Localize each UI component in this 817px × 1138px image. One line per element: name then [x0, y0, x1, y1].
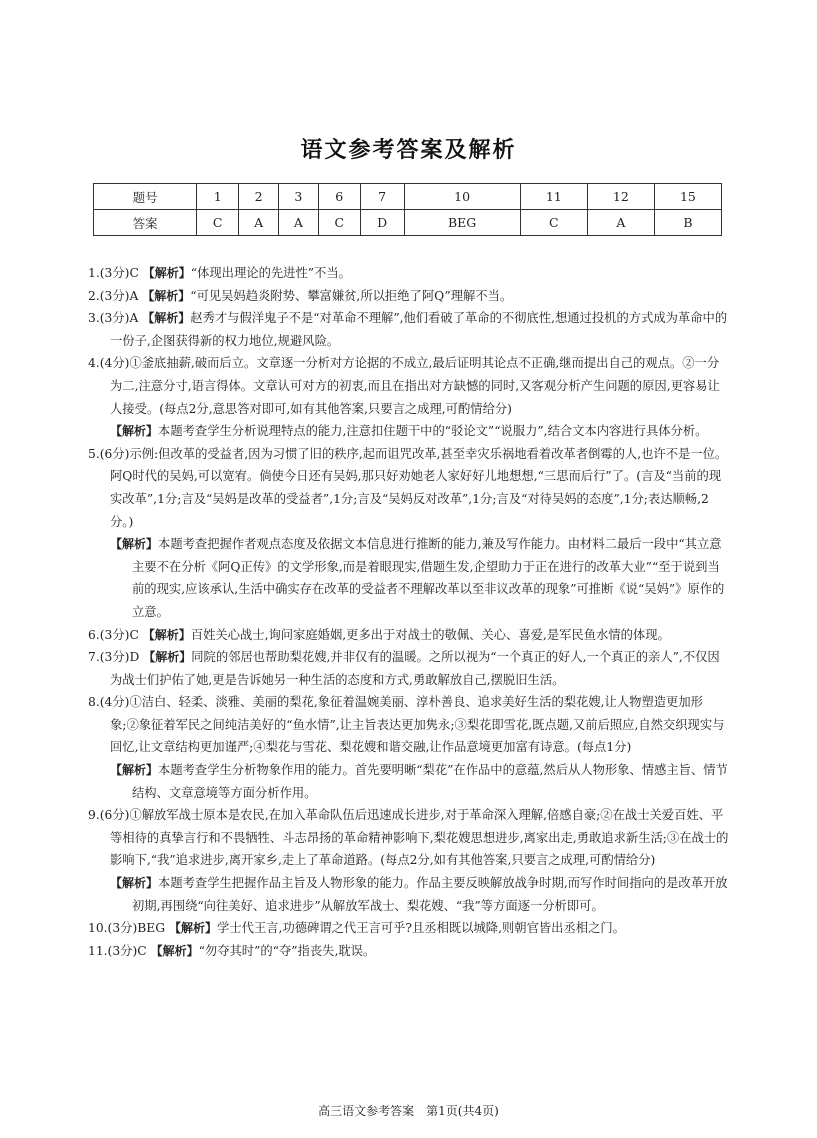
answer-table	[93, 183, 722, 236]
answer-item	[88, 285, 730, 308]
answer-text: 11.(3分)C	[88, 943, 147, 958]
row-label: 答案	[94, 210, 197, 236]
answer-text: 3.(3分)A	[88, 311, 139, 326]
answer-text: 1.(3分)C	[88, 266, 139, 280]
explanation-text: “可见吴妈趋炎附势、攀富嫌贫,所以拒绝了阿Q”理解不当。	[190, 288, 513, 303]
answer-item	[88, 917, 730, 940]
explanation-tag: 【解析】	[169, 921, 218, 936]
answer-text: 2.(3分)A	[88, 288, 139, 303]
answer-item	[88, 804, 730, 872]
answer-explanations	[88, 262, 730, 962]
explanation-text: “勿夺其时”的“夺”指丧失,耽误。	[198, 943, 376, 958]
explanation-paragraph	[110, 533, 730, 623]
answer-cell: C	[520, 210, 587, 236]
answer-text: 10.(3分)BEG	[88, 921, 166, 936]
answer-cell: B	[654, 210, 721, 236]
answer-cell: D	[360, 210, 404, 236]
explanation-tag: 【解析】	[110, 876, 159, 891]
answer-item	[88, 624, 730, 647]
question-number-cell: 7	[360, 184, 404, 210]
explanation-tag: 【解析】	[142, 288, 191, 303]
answer-text: 8.(4分)①洁白、轻柔、淡雅、美丽的梨花,象征着温婉美丽、淳朴善良、追求美好生活的梨花嫂,让人物塑造更加形象;②象征着军民之间纯洁美好的“鱼水情”,让主旨表达更加隽永;③梨花即雪花,既点题,又前后照应,自然交织现实与回忆,让文章结构更加谨严;④梨花与雪花、梨花嫂和谐交融,让作品意境更加富有诗意。(每点1分)	[88, 695, 725, 755]
explanation-text: 本题考查学生把握作品主旨及人物形象的能力。作品主要反映解放战争时期,而写作时间指向的是改革开放初期,再围绕“向往美好、追求进步”从解放军战士、梨花嫂、“我”等方面逐一分析即可。	[132, 876, 728, 913]
explanation-tag: 【解析】	[110, 537, 159, 552]
answer-item	[88, 352, 730, 420]
explanation-text: 本题考查学生分析说理特点的能力,注意扣住题干中的“驳论文”“说服力”,结合文本内容进行具体分析。	[158, 424, 708, 439]
explanation-text: 本题考查学生分析物象作用的能力。首先要明晰“梨花”在作品中的意蕴,然后从人物形象、情感主旨、情节结构、文章意境等方面分析作用。	[132, 763, 728, 800]
question-number-cell: 6	[318, 184, 360, 210]
explanation-tag: 【解析】	[110, 424, 159, 439]
explanation-tag: 【解析】	[142, 311, 191, 326]
explanation-paragraph	[110, 872, 730, 917]
answer-item	[88, 443, 730, 533]
answer-text: 9.(6分)①解放军战士原本是农民,在加入革命队伍后迅速成长进步,对于革命深入理解,倍感自豪;②在战士关爱百姓、平等相待的真挚言行和不畏牺牲、斗志昂扬的革命精神影响下,梨花嫂思想进步,离家出走,勇敢追求新生活;③在战士的影响下,“我”追求进步,离开家乡,走上了革命道路。(每点2分,如有其他答案,只要言之成理,可酌情给分)	[88, 808, 729, 868]
page-title: 语文参考答案及解析	[300, 138, 517, 163]
answer-item	[88, 940, 730, 963]
explanation-text: 同院的邻居也帮助梨花嫂,并非仅有的温暖。之所以视为“一个真正的好人,一个真正的亲人”,不仅因为战士们护佑了她,更是告诉她另一种生活的态度和方式,勇敢解放自己,摆脱旧生活。	[110, 650, 720, 687]
row-label: 题号	[94, 184, 197, 210]
answer-text: 6.(3分)C	[88, 627, 139, 642]
explanation-text: 本题考查把握作者观点态度及依据文本信息进行推断的能力,兼及写作能力。由材料二最后一段中“其立意主要不在分析《阿Q正传》的文学形象,而是着眼现实,借题生发,企望助力于正在进行的改革大业”“至于说到当前的现实,应该承认,生活中确实存在改革的受益者不理解改革以至非议改革的现象”可推断《说“吴妈”》原作的立意。	[132, 537, 725, 619]
answer-cell: C	[197, 210, 239, 236]
answer-cell: A	[239, 210, 279, 236]
explanation-text: 百姓关心战士,询问家庭婚姻,更多出于对战士的敬佩、关心、喜爱,是军民鱼水情的体现。	[190, 627, 670, 642]
answer-cell: A	[587, 210, 654, 236]
explanation-text: “体现出理论的先进性”不当。	[190, 266, 351, 280]
explanation-tag: 【解析】	[143, 650, 192, 665]
explanation-text: 赵秀才与假洋鬼子不是“对革命不理解”,他们看破了革命的不彻底性,想通过投机的方式成为革命中的一份子,企图获得新的权力地位,规避风险。	[110, 311, 728, 348]
explanation-paragraph	[110, 420, 730, 443]
page-footer: 高三语文参考答案 第1页(共4页)	[318, 1104, 499, 1118]
question-number-cell: 1	[197, 184, 239, 210]
question-number-cell: 2	[239, 184, 279, 210]
answer-item	[88, 646, 730, 691]
question-number-cell: 12	[587, 184, 654, 210]
answer-row	[94, 210, 722, 236]
answer-text: 7.(3分)D	[88, 650, 140, 665]
answer-cell: A	[278, 210, 318, 236]
answer-text: 5.(6分)示例:但改革的受益者,因为习惯了旧的秩序,起而诅咒改革,甚至幸灾乐祸地看着改革者倒霉的人,也许不是一位。阿Q时代的吴妈,可以宽宥。倘使今日还有吴妈,那只好劝她老人家好好儿地想想,“三思而后行”了。(言及“当前的现实改革”,1分;言及“吴妈是改革的受益者”,1分;言及“吴妈反对改革”,1分;言及“对待吴妈的态度”,1分;表达顺畅,2分。)	[88, 446, 728, 529]
answer-item	[88, 262, 730, 285]
question-number-cell: 3	[278, 184, 318, 210]
question-number-cell: 15	[654, 184, 721, 210]
question-row	[94, 184, 722, 210]
question-number-cell: 11	[520, 184, 587, 210]
explanation-paragraph	[110, 759, 730, 804]
explanation-text: 学士代王言,功德碑谓之代王言可乎?且丞相既以城降,则朝官皆出丞相之门。	[217, 921, 625, 936]
question-number-cell: 10	[404, 184, 520, 210]
answer-item	[88, 307, 730, 352]
explanation-tag: 【解析】	[142, 266, 191, 280]
answer-cell: C	[318, 210, 360, 236]
explanation-tag: 【解析】	[142, 627, 191, 642]
answer-cell: BEG	[404, 210, 520, 236]
explanation-tag: 【解析】	[110, 763, 159, 778]
answer-item	[88, 691, 730, 759]
explanation-tag: 【解析】	[150, 943, 199, 958]
answer-text: 4.(4分)①釜底抽薪,破而后立。文章逐一分析对方论据的不成立,最后证明其论点不正确,继而提出自己的观点。②一分为二,注意分寸,语言得体。文章认可对方的初衷,而且在指出对方缺憾的同时,又客观分析产生问题的原因,更容易让人接受。(每点2分,意思答对即可,如有其他答案,只要言之成理,可酌情给分)	[88, 356, 720, 416]
